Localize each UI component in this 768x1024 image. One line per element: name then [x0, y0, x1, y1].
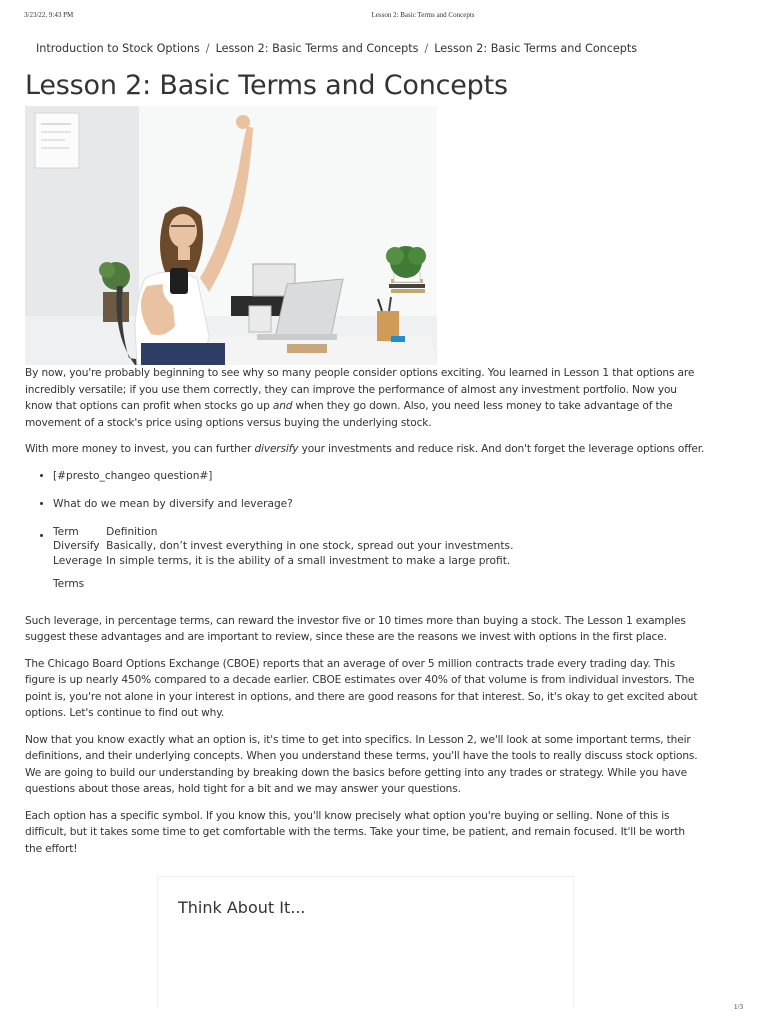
list-item: • [#presto_changeo question#]	[53, 468, 705, 485]
intro-paragraph-2	[25, 441, 705, 458]
terms-table	[53, 525, 517, 569]
lesson-content	[25, 42, 705, 867]
body-paragraph-6: Each option has a specific symbol. If you know this, you'll know precisely what option you're buying or selling. None of this is difficult, but it takes some time to get comfortable with the terms. Take your time, be patient, and remain focused. It'll be worth the effort!	[25, 809, 685, 855]
list-item: • What do we mean by diversify and leverage?	[53, 496, 705, 513]
breadcrumb	[36, 42, 705, 55]
table-row	[53, 554, 517, 569]
intro-paragraph-1	[25, 365, 705, 431]
page-title: Lesson 2: Basic Terms and Concepts	[25, 70, 508, 101]
table-cell-term: Leverage	[53, 554, 103, 567]
print-title: Lesson 2: Basic Terms and Concepts	[371, 11, 475, 19]
hero-image	[25, 106, 437, 365]
table-header-definition: Definition	[106, 525, 158, 538]
intro-p2-emphasis: diversify	[254, 443, 299, 455]
print-page-number: 1/3	[734, 1003, 743, 1011]
intro-p2-end: your investments and reduce risk. And don't forget the leverage options offer.	[298, 443, 705, 455]
table-cell-term: Diversify	[53, 540, 100, 552]
table-cell-definition: In simple terms, it is the ability of a small investment to make a large profit.	[106, 554, 511, 567]
breadcrumb-separator: /	[205, 42, 210, 55]
list-item-terms-table	[53, 525, 705, 593]
table-cell-definition: Basically, don’t invest everything in one stock, spread out your investments.	[106, 540, 514, 552]
breadcrumb-item-course[interactable]: Introduction to Stock Options	[36, 42, 200, 55]
question-list	[25, 468, 705, 593]
intro-p1-end: when they go down. Also, you need less money to take advantage of the movement of a stock's price using options versus buying the underlying stock.	[25, 400, 673, 429]
think-about-it-card	[157, 876, 574, 1007]
table-header-row	[53, 525, 517, 540]
table-row	[53, 539, 517, 554]
breadcrumb-separator: /	[424, 42, 429, 55]
breadcrumb-item-lesson[interactable]: Lesson 2: Basic Terms and Concepts	[215, 42, 419, 55]
intro-p1-text: By now, you're probably beginning to see why so many people consider options exciting. You learned in Lesson 1 that options are incredibly versatile; if you use them correctly, they can improve the performance of almost any investment portfolio. Now you know that options can profit when stocks go up	[25, 367, 695, 412]
breadcrumb-item-page[interactable]: Lesson 2: Basic Terms and Concepts	[434, 42, 638, 55]
table-header-term: • Term	[53, 525, 79, 538]
body-paragraph-4: The Chicago Board Options Exchange (CBOE) reports that an average of over 5 million contracts trade every trading day. This figure is up nearly 450% compared to a decade earlier. CBOE estimates over 40% of that volume is from individual investors. The point is, you're not alone in your interest in options, and there are good reasons for that interest. So, it's okay to get excited about options. Let's continue to find out why.	[25, 657, 698, 719]
print-date: 3/23/22, 9:43 PM	[24, 11, 74, 19]
table-caption: Terms	[53, 578, 85, 590]
celebrating-woman-image	[25, 106, 437, 365]
body-paragraph-5: Now that you know exactly what an option is, it's time to get into specifics. In Lesson 2, we'll look at some important terms, their definitions, and their underlying concepts. When you understand these terms, you'll have the tools to really discuss stock options. We are going to build our understanding by breaking down the basics before getting into any trades or strategy. While you have questions about those areas, hold tight for a bit and we may answer your questions.	[25, 733, 698, 795]
body-paragraph-3: Such leverage, in percentage terms, can reward the investor five or 10 times more than buying a stock. The Lesson 1 examples suggest these advantages and are important to review, since these are the reasons we invest with options in the first place.	[25, 614, 686, 643]
intro-p2-text: With more money to invest, you can further	[25, 443, 255, 455]
card-title: Think About It...	[178, 898, 306, 917]
intro-p1-emphasis: and	[272, 400, 293, 412]
